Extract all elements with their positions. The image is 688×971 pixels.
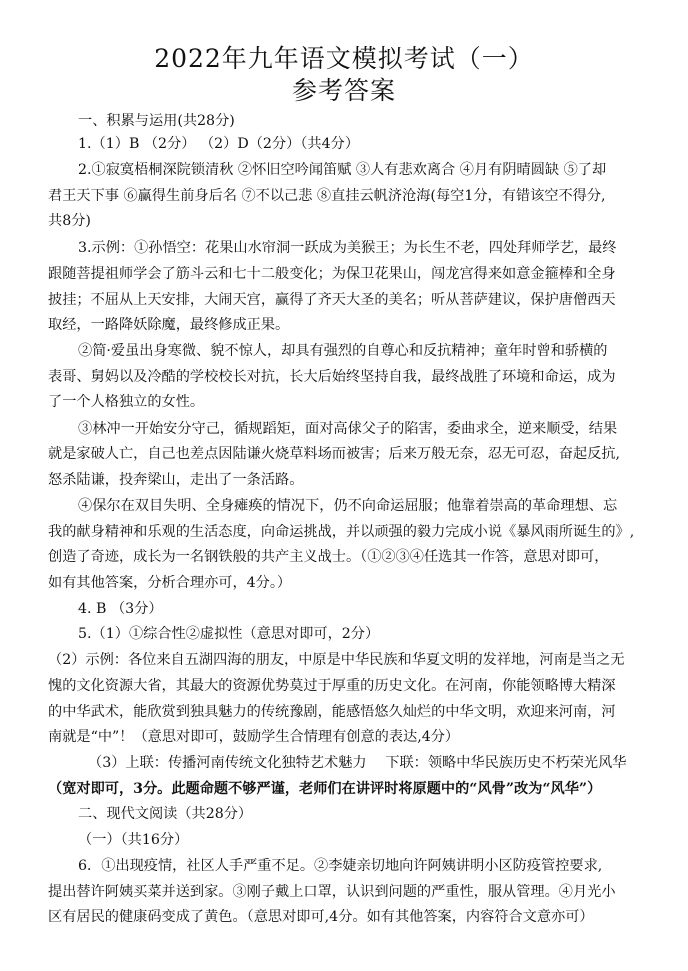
answer-line: 创造了奇迹，成长为一名钢铁般的共产主义战士。（①②③④任选其一作答，意思对即可，: [48, 549, 609, 565]
answer-line: 区有居民的健康码变成了黄色。（意思对即可,4分。如有其他答案，内容符合文意亦可）: [48, 909, 594, 925]
answer-line: ②简·爱虽出身寒微、貌不惊人，却具有强烈的自尊心和反抗精神；童年时曾和骄横的: [78, 343, 608, 359]
answer-line: 共8分): [48, 213, 91, 229]
title-sub: 参考答案: [291, 76, 396, 105]
answer-line: 就是家破人亡，自己也差点因陆谦火烧草料场而被害；后来万般无奈，忍无可忍，奋起反抗,: [48, 446, 621, 462]
answer-line: 6．①出现疫情，社区人手严重不足。②李婕亲切地向许阿姨讲明小区防疫管控要求,: [78, 858, 603, 874]
answer-line: 取经，一路降妖除魔，最终修成正果。: [48, 317, 290, 333]
answer-line: 5.（1）①综合性②虚拟性（意思对即可，2分）: [78, 626, 380, 642]
answer-line: （2）示例：各位来自五湖四海的朋友，中原是中华民族和华夏文明的发祥地，河南是当之无: [48, 652, 625, 668]
title-main: 2022年九年语文模拟考试（一）: [154, 44, 534, 73]
answer-line: 南就是“中”！（意思对即可，鼓励学生合情理有创意的表达,4分）: [48, 729, 460, 745]
answer-line: 1.（1）B （2分） （2）D（2分）（共4分）: [78, 136, 360, 152]
answer-line: 2.①寂寞梧桐深院锁清秋 ②怀旧空吟闻笛赋 ③人有悲欢离合 ④月有阴晴圆缺 ⑤了却: [78, 162, 607, 178]
answer-line: 愧的文化资源大省，其最大的资源优势莫过于厚重的历史文化。在河南，你能领略博大精深: [48, 678, 616, 694]
answer-line: 的中华武术，能欣赏到独具魅力的传统豫剧，能感悟悠久灿烂的中华文明，欢迎来河南，河: [48, 704, 616, 720]
answer-line: 表哥、舅妈以及冷酷的学校校长对抗，长大后始终坚持自我，最终战胜了环境和命运，成为: [48, 369, 616, 385]
answer-line: 跟随菩提祖师学会了筋斗云和七十二般变化；为保卫花果山，闯龙宫得来如意金箍棒和全身: [48, 266, 616, 282]
answer-line: 如有其他答案，分析合理亦可，4分。）: [48, 575, 292, 591]
answer-line: ④保尔在双目失明、全身瘫痪的情况下，仍不向命运屈服；他靠着崇高的革命理想、忘: [78, 498, 618, 514]
answer-line: 了一个人格独立的女性。: [48, 394, 205, 410]
answer-line: 披挂；不屈从上天安排，大闹天宫，赢得了齐天大圣的美名；听从菩萨建议，保护唐僧西天: [48, 292, 616, 308]
answer-note-bold: （宽对即可，3分。此题命题不够严谨，老师们在讲评时将原题中的“风骨”改为“风华”）: [48, 781, 602, 797]
subsection-heading: （一）（共16分）: [78, 832, 189, 848]
answer-line: ③林冲一开始安分守己，循规蹈矩，面对高俅父子的陷害，委曲求全，逆来顺受，结果: [78, 421, 618, 437]
answer-line: 3.示例：①孙悟空：花果山水帘洞一跃成为美猴王；为长生不老，四处拜师学艺，最终: [78, 240, 617, 256]
answer-line: 君王天下事 ⑥赢得生前身后名 ⑦不以己悲 ⑧直挂云帆济沧海(每空1分，有错该空不得分,: [48, 188, 606, 204]
answer-line: 4. B （3分）: [78, 601, 163, 617]
answer-line: 我的献身精神和乐观的生活态度，向命运挑战，并以顽强的毅力完成小说《暴风雨所诞生的》,: [48, 524, 635, 540]
section-heading-1: 一、积累与运用(共28分): [78, 113, 235, 129]
answer-line: 怒杀陆谦，投奔梁山，走出了一条活路。: [48, 472, 304, 488]
section-heading-2: 二、现代文阅读（共28分）: [78, 806, 253, 822]
answer-line: 提出替许阿姨买菜并送到家。③刚子戴上口罩，认识到问题的严重性，服从管理。④月光小: [48, 884, 616, 900]
answer-line: （3）上联：传播河南传统文化独特艺术魅力 下联：领略中华民族历史不朽荣光风华: [88, 755, 627, 771]
